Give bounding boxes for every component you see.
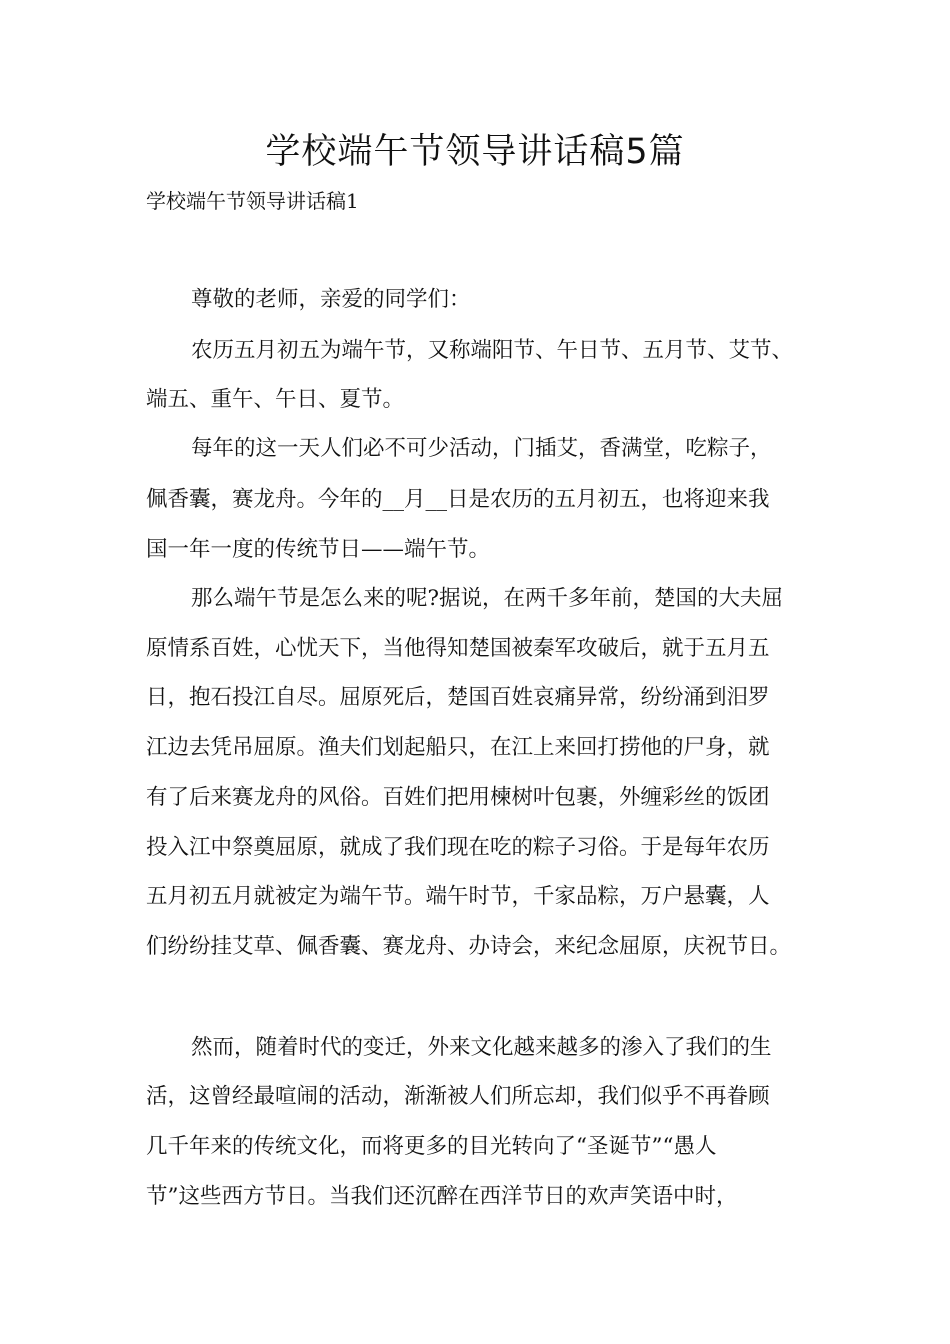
paragraph-line: 每年的这一天人们必不可少活动，门插艾，香满堂，吃粽子，: [191, 436, 772, 461]
paragraph-line: 佩香囊，赛龙舟。今年的__月__日是农历的五月初五，也将迎来我: [146, 487, 770, 512]
salutation-line: 尊敬的老师，亲爱的同学们：: [191, 287, 471, 312]
paragraph-line: 有了后来赛龙舟的风俗。百姓们把用楝树叶包裹，外缠彩丝的饭团: [146, 785, 770, 810]
document-subtitle: 学校端午节领导讲话稿1: [146, 189, 359, 213]
paragraph-line: 然而，随着时代的变迁，外来文化越来越多的渗入了我们的生: [191, 1035, 772, 1060]
paragraph-line: 原情系百姓，心忧天下，当他得知楚国被秦军攻破后，就于五月五: [146, 636, 770, 661]
paragraph-line: 国一年一度的传统节日——端午节。: [146, 537, 491, 562]
paragraph-line: 活，这曾经最喧闹的活动，渐渐被人们所忘却，我们似乎不再眷顾: [146, 1084, 770, 1109]
paragraph-line: 投入江中祭奠屈原，就成了我们现在吃的粽子习俗。于是每年农历: [146, 835, 770, 860]
document-title: 学校端午节领导讲话稿5篇: [265, 132, 685, 172]
paragraph-line: 那么端午节是怎么来的呢?据说，在两千多年前，楚国的大夫屈: [191, 586, 784, 611]
paragraph-line: 几千年来的传统文化，而将更多的目光转向了“圣诞节”“愚人: [146, 1134, 717, 1159]
paragraph-line: 农历五月初五为端午节，又称端阳节、午日节、五月节、艾节、: [191, 338, 794, 363]
paragraph-line: 们纷纷挂艾草、佩香囊、赛龙舟、办诗会，来纪念屈原，庆祝节日。: [146, 934, 792, 959]
paragraph-line: 五月初五月就被定为端午节。端午时节，千家品粽，万户悬囊，人: [146, 884, 770, 909]
paragraph-line: 端五、重午、午日、夏节。: [146, 387, 405, 412]
paragraph-line: 节”这些西方节日。当我们还沉醉在西洋节日的欢声笑语中时，: [146, 1184, 738, 1209]
paragraph-line: 日，抱石投江自尽。屈原死后，楚国百姓哀痛异常，纷纷涌到汨罗: [146, 685, 770, 710]
paragraph-line: 江边去凭吊屈原。渔夫们划起船只，在江上来回打捞他的尸身，就: [146, 735, 770, 760]
